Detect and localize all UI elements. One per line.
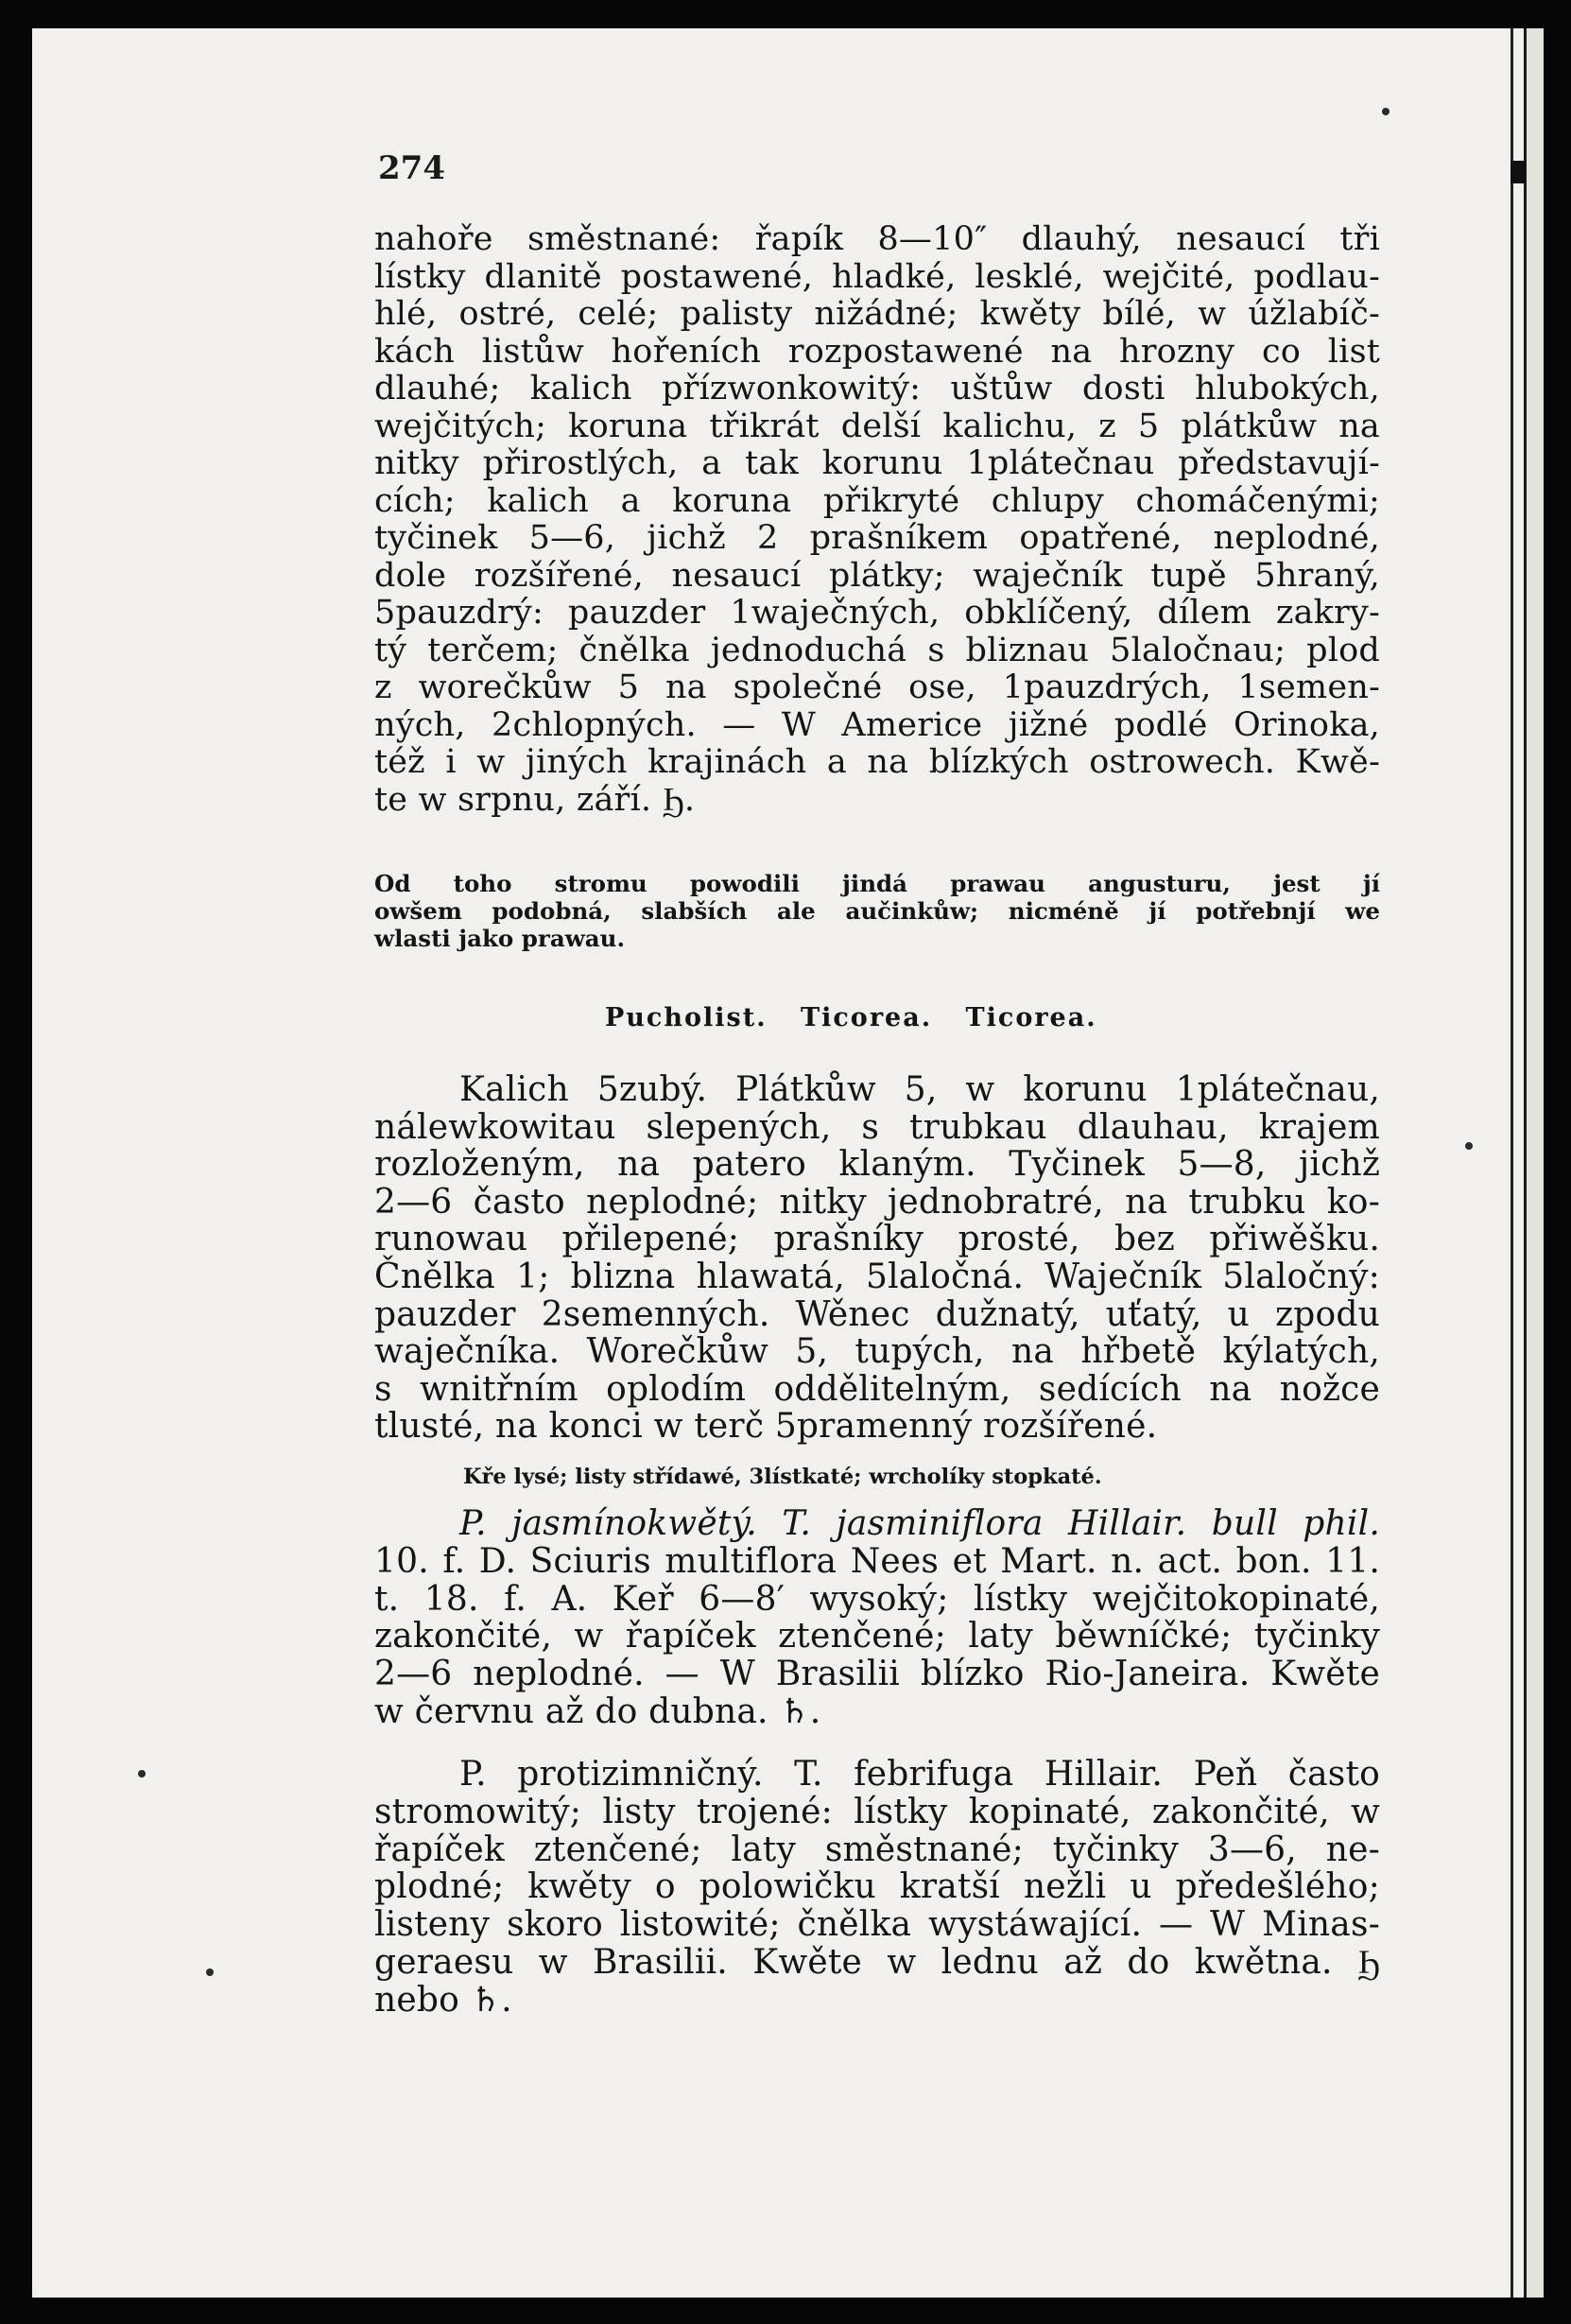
text-line: dlauhé; kalich přízwonkowitý: uštůw dosti hlubokých, xyxy=(374,370,1380,408)
footnote-line: wlasti jako prawau. xyxy=(374,925,626,952)
page-edge-mark xyxy=(1511,161,1526,183)
text-line: zakončité, w řapíček ztenčené; laty běwníčké; tyčinky xyxy=(374,1617,1380,1656)
text-line: 10. f. D. Sciuris multiflora Nees et Mart. n. act. bon. 11. xyxy=(374,1541,1380,1581)
text-line: waječníka. Worečkůw 5, tupých, na hřbetě kýlatých, xyxy=(374,1332,1380,1372)
text-line: ných, 2chlopných. — W Americe jižné podlé Orinoka, xyxy=(374,705,1380,744)
text-line: hlé, ostré, celé; palisty nižádné; kwěty bílé, w úžlabíč- xyxy=(374,295,1380,333)
species-protizimnicny xyxy=(374,1756,1380,2020)
footnote-line: Od toho stromu powodili jindá prawau angusturu, jest jí xyxy=(374,870,1380,897)
text-line: též i w jiných krajinách a na blízkých ostrowech. Kwě- xyxy=(374,743,1380,781)
text-line: P. jasmínokwětý. T. jasminiflora Hillair. bull phil. xyxy=(459,1504,1380,1543)
text-line: kách listůw hořeních rozpostawené na hrozny co list xyxy=(374,332,1380,371)
speck xyxy=(206,1968,214,1976)
text-line: tý terčem; čnělka jednoduchá s bliznau 5laločnau; plod xyxy=(374,631,1380,669)
note-line: Kře lysé; listy střídawé, 3lístkaté; wrcholíky stopkaté. xyxy=(463,1465,1102,1489)
text-line: řapíček ztenčené; laty směstnané; tyčinky 3—6, ne- xyxy=(374,1830,1380,1869)
genus-heading xyxy=(605,1003,1120,1032)
text-line: nitky přirostlých, a tak korunu 1plátečnau představují- xyxy=(374,444,1380,482)
text-line: t. 18. f. A. Keř 6—8′ wysoký; lístky wejčitokopinaté, xyxy=(374,1579,1380,1619)
text-line: dole rozšířené, nesaucí plátky; waječník tupě 5hraný, xyxy=(374,556,1380,595)
text-line: 2—6 neplodné. — W Brasilii blízko Rio-Janeira. Kwěte xyxy=(374,1655,1380,1694)
genus-name-latin-2: Ticorea. xyxy=(965,1003,1097,1032)
text-line: 2—6 často neplodné; nitky jednobratré, na trubku ko- xyxy=(374,1182,1380,1222)
text-line: s wnitřním oplodím oddělitelným, sedících na nožce xyxy=(374,1369,1380,1409)
genus-name-latin: Ticorea. xyxy=(801,1003,933,1032)
speck xyxy=(1465,1142,1473,1150)
text-line: z worečkůw 5 na společné ose, 1pauzdrých, 1semen- xyxy=(374,668,1380,706)
text-line: geraesu w Brasilii. Kwěte w lednu až do kwětna. Ϧ xyxy=(374,1942,1380,1982)
text-line: nahoře směstnané: řapík 8—10″ dlauhý, nesaucí tři xyxy=(374,220,1380,258)
text-line: te w srpnu, září. Ϧ. xyxy=(374,780,696,819)
text-line: cích; kalich a koruna přikryté chlupy chomáčenými; xyxy=(374,481,1380,520)
text-line: Kalich 5zubý. Plátkůw 5, w korunu 1plátečnau, xyxy=(459,1070,1380,1109)
text-line: P. protizimničný. T. febrifuga Hillair. Peň často xyxy=(459,1755,1380,1794)
speck xyxy=(138,1770,146,1778)
text-line: 5pauzdrý: pauzder 1waječných, obklíčený, dílem zakry- xyxy=(374,594,1380,632)
text-line: tlusté, na konci w terč 5pramenný rozšířené. xyxy=(374,1407,1158,1447)
text-line: stromowitý; listy trojené: lístky kopinaté, zakončité, w xyxy=(374,1792,1380,1831)
text-line: pauzder 2semenných. Wěnec dužnatý, uťatý, u zpodu xyxy=(374,1294,1380,1334)
species-jasminokwety xyxy=(374,1505,1380,1731)
text-line: runowau přilepené; prašníky prosté, bez přiwěšku. xyxy=(374,1220,1380,1259)
text-line: rozloženým, na patero klaným. Tyčinek 5—8, jichž xyxy=(374,1145,1380,1185)
text-line: lístky dlanitě postawené, hladké, lesklé, wejčité, podlau- xyxy=(374,257,1380,296)
footnote-line: owšem podobná, slabších ale aučinkůw; nicméně jí potřebnjí we xyxy=(374,897,1380,925)
text-line: nebo ♄. xyxy=(374,1980,512,2020)
speck xyxy=(1382,108,1390,115)
text-line: listeny skoro listowité; čnělka wystáwající. — W Minas- xyxy=(374,1905,1380,1945)
text-line: wejčitých; koruna třikrát delší kalichu, z 5 plátkůw na xyxy=(374,407,1380,445)
main-paragraph xyxy=(374,221,1380,819)
genus-name-czech: Pucholist. xyxy=(605,1003,768,1032)
genus-description xyxy=(374,1071,1380,1446)
page-number: 274 xyxy=(378,149,445,187)
page-edge-line xyxy=(1511,28,1513,2298)
text-line: Čnělka 1; blizna hlawatá, 5laločná. Waječník 5laločný: xyxy=(374,1257,1380,1296)
text-line: plodné; kwěty o polowičku kratší nežli u předešlého; xyxy=(374,1867,1380,1907)
genus-note xyxy=(463,1463,1314,1491)
text-line: nálewkowitau slepených, s trubkau dlauhau, krajem xyxy=(374,1107,1380,1147)
text-line: w červnu až do dubna. ♄. xyxy=(374,1691,821,1731)
footnote-block xyxy=(374,870,1380,952)
adjacent-page-edge xyxy=(1524,28,1544,2298)
text-line: tyčinek 5—6, jichž 2 prašníkem opatřené, neplodné, xyxy=(374,519,1380,557)
